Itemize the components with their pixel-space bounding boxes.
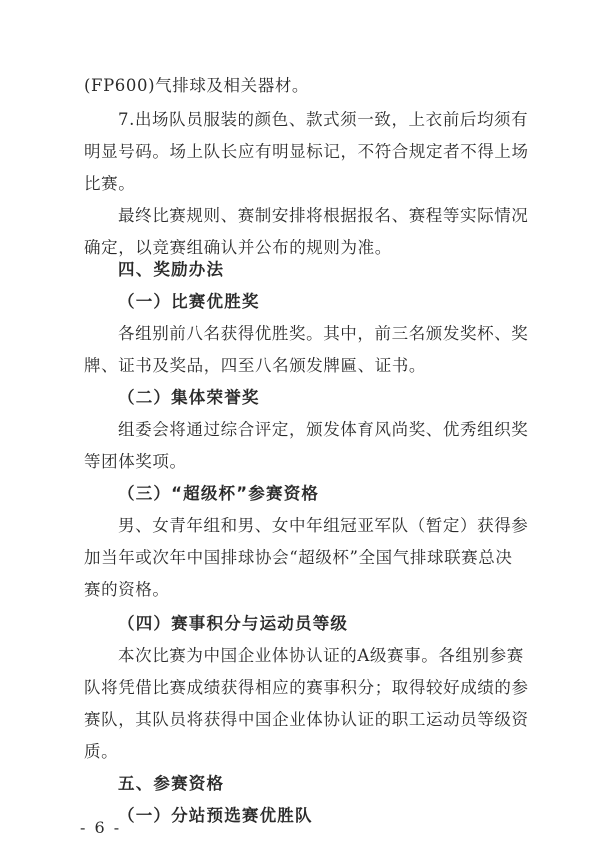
section-heading-awards: 四、奖励办法	[118, 260, 225, 279]
body-text-line: (FP600)气排球及相关器材。	[84, 76, 310, 95]
body-text-line: 质。	[84, 742, 119, 761]
body-text-line: 队将凭借比赛成绩获得相应的赛事积分；取得较好成绩的参	[84, 678, 529, 697]
body-text-line: 组委会将通过综合评定，颁发体育风尚奖、优秀组织奖	[118, 420, 529, 439]
body-text-line: 本次比赛为中国企业体协认证的A级赛事。各组别参赛	[118, 646, 524, 665]
body-text-line: 加当年或次年中国排球协会“超级杯”全国气排球联赛总决	[84, 548, 513, 567]
body-text-line: 各组别前八名获得优胜奖。其中，前三名颁发奖杯、奖	[118, 324, 529, 343]
body-text-line: 赛的资格。	[84, 580, 170, 599]
section-heading-eligibility: 五、参赛资格	[118, 774, 225, 793]
subheading-winner-award: （一）比赛优胜奖	[118, 292, 260, 311]
rule-item-7: 7.出场队员服装的颜色、款式须一致，上衣前后均须有	[118, 110, 529, 129]
body-text-line: 等团体奖项。	[84, 452, 187, 471]
body-text-line: 男、女青年组和男、女中年组冠亚军队（暂定）获得参	[118, 516, 529, 535]
subheading-team-honor: （二）集体荣誉奖	[118, 388, 260, 407]
body-text-line: 明显号码。场上队长应有明显标记，不符合规定者不得上场	[84, 142, 529, 161]
page-number: - 6 -	[80, 818, 122, 837]
subheading-qualifier-winners: （一）分站预选赛优胜队	[118, 806, 313, 825]
subheading-super-cup: （三）“超级杯”参赛资格	[118, 484, 320, 503]
body-text-line: 赛队，其队员将获得中国企业体协认证的职工运动员等级资	[84, 710, 529, 729]
body-text-line: 确定，以竞赛组确认并公布的规则为准。	[84, 238, 392, 257]
body-text-line: 牌、证书及奖品，四至八名颁发牌匾、证书。	[84, 356, 426, 375]
body-text-line: 比赛。	[84, 174, 136, 193]
body-text-line: 最终比赛规则、赛制安排将根据报名、赛程等实际情况	[118, 206, 529, 225]
subheading-points-level: （四）赛事积分与运动员等级	[118, 614, 349, 633]
